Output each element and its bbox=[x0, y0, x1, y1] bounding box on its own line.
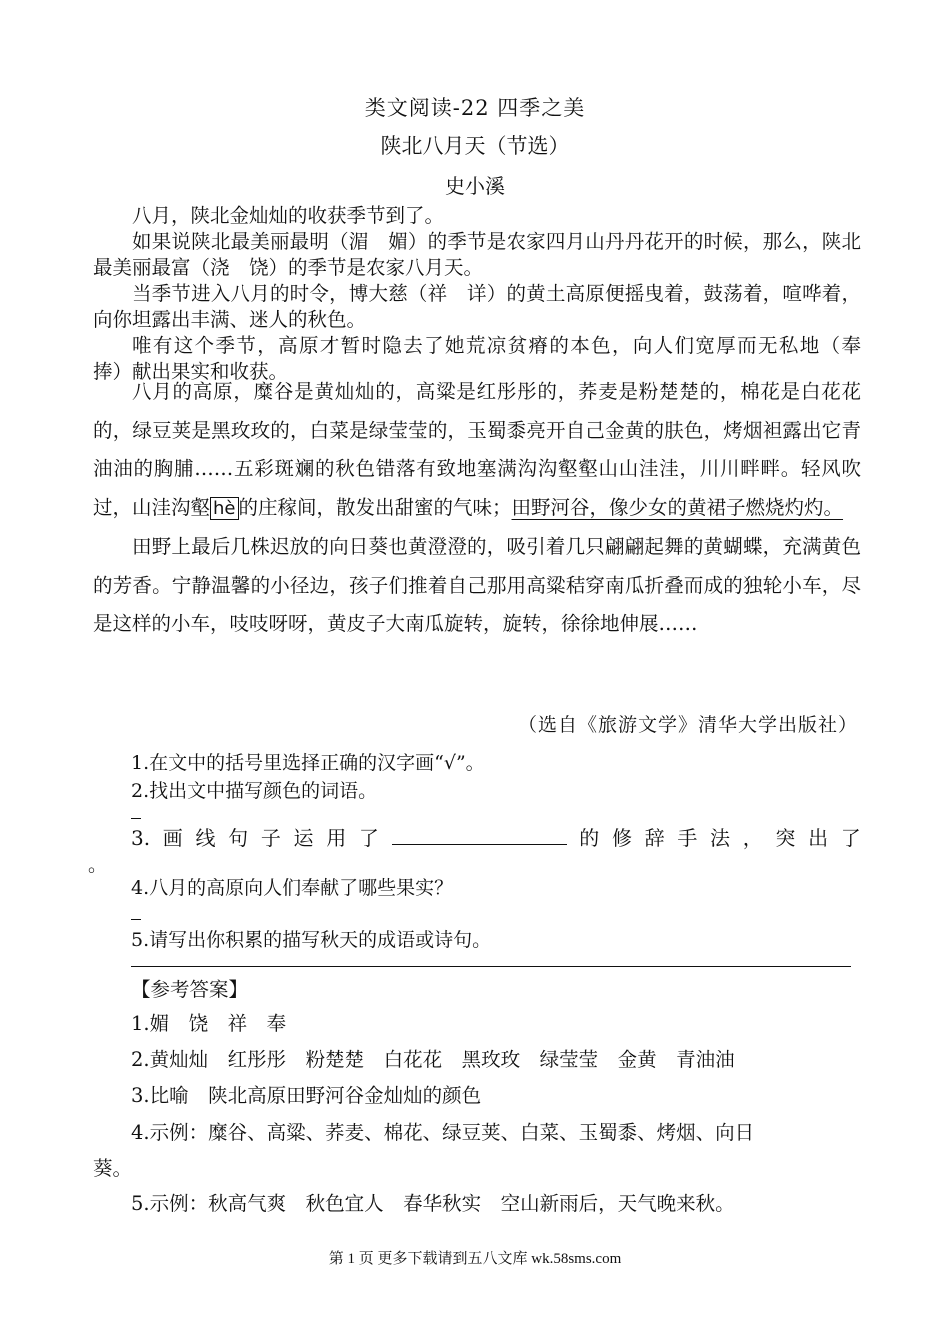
q3-char: 突 bbox=[775, 826, 796, 850]
q3-char: 用 bbox=[326, 826, 347, 850]
q3-char: 了 bbox=[358, 826, 379, 850]
page-footer: 第 1 页 更多下载请到五八文库 wk.58sms.com bbox=[328, 1251, 622, 1267]
paragraph: 如果说陕北最美丽最明（湄 媚）的季节是农家四月山丹丹花开的时候，那么，陕北最美丽最富（浇 饶）的季节是农家八月天。 bbox=[93, 230, 861, 279]
q3-char: 3. bbox=[131, 826, 151, 850]
underlined-sentence: 田野河谷，像少女的黄裙子燃烧灼灼。 bbox=[511, 495, 844, 519]
answer-5: 5.示例：秋高气爽 秋色宜人 春华秋实 空山新雨后，天气晚来秋。 bbox=[131, 1192, 735, 1215]
q3-char: 句 bbox=[228, 826, 249, 850]
q3-char: 线 bbox=[195, 826, 216, 850]
answer-4: 4.示例：糜谷、高粱、荞麦、棉花、绿豆荚、白菜、玉蜀黍、烤烟、向日 bbox=[131, 1121, 755, 1144]
pinyin-annotation: hè bbox=[210, 497, 238, 520]
article-body-top bbox=[93, 203, 881, 385]
q3-char: 画 bbox=[162, 826, 183, 850]
q3-char: 子 bbox=[260, 826, 281, 850]
q3-end-mark: 。 bbox=[88, 854, 108, 876]
q3-char: 修 bbox=[611, 826, 632, 850]
q3-char: 了 bbox=[840, 826, 861, 850]
q3-char: ， bbox=[742, 826, 763, 850]
article-author: 史小溪 bbox=[445, 174, 505, 198]
paragraph-text: 八月的高原，糜谷是黄灿灿的，高粱是红彤彤的，荞麦是粉楚楚的，棉花是白花花的，绿豆荚是黑玫玫的，白菜是绿莹莹的，玉蜀黍亮开自己金黄的肤色，烤烟袒露出它青油油的胸脯……五彩斑斓的秋色错落有致地塞满沟沟壑壑山山洼洼，川川畔畔。轻风吹过，山洼沟壑 bbox=[93, 380, 861, 519]
paragraph: 唯有这个季节，高原才暂时隐去了她荒凉贫瘠的本色，向人们宽厚而无私地（奉 捧）献出果实和收获。 bbox=[93, 334, 881, 383]
divider bbox=[131, 966, 851, 967]
mark-dash bbox=[131, 818, 141, 819]
answer-1: 1.媚 饶 祥 奉 bbox=[131, 1012, 287, 1035]
question-1: 1.在文中的括号里选择正确的汉字画“√”。 bbox=[131, 752, 485, 774]
article-source: （选自《旅游文学》清华大学出版社） bbox=[517, 714, 858, 736]
page-title: 类文阅读-22 四季之美 bbox=[364, 96, 586, 120]
q3-char: 出 bbox=[808, 826, 829, 850]
mark-dash bbox=[131, 919, 141, 920]
answer-blank[interactable] bbox=[392, 826, 567, 845]
q3-char: 辞 bbox=[644, 826, 665, 850]
paragraph: 八月，陕北金灿灿的收获季节到了。 bbox=[132, 204, 445, 227]
question-2: 2.找出文中描写颜色的词语。 bbox=[131, 780, 378, 802]
paragraph: 田野上最后几株迟放的向日葵也黄澄澄的，吸引着几只翩翩起舞的黄蝴蝶，充满黄色的芳香。宁静温馨的小径边，孩子们推着自己那用高粱秸穿南瓜折叠而成的独轮小车，尽是这样的小车，吱吱呀呀，黄皮子大南瓜旋转，旋转，徐徐地伸展…… bbox=[93, 535, 861, 635]
article-title: 陕北八月天（节选） bbox=[380, 134, 570, 158]
answers-heading: 【参考答案】 bbox=[131, 978, 249, 1001]
q3-char: 手 bbox=[677, 826, 698, 850]
question-5: 5.请写出你积累的描写秋天的成语或诗句。 bbox=[131, 929, 492, 951]
q3-char: 的 bbox=[579, 826, 600, 850]
q3-char: 法 bbox=[710, 826, 731, 850]
article-body-bottom bbox=[93, 373, 861, 644]
paragraph-text: 的庄稼间，散发出甜蜜的气味； bbox=[238, 495, 512, 519]
paragraph bbox=[93, 373, 861, 528]
answer-4-continued: 葵。 bbox=[93, 1157, 133, 1180]
answer-3: 3.比喻 陕北高原田野河谷金灿灿的颜色 bbox=[131, 1084, 482, 1107]
answer-2: 2.黄灿灿 红彤彤 粉楚楚 白花花 黑玫玫 绿莹莹 金黄 青油油 bbox=[131, 1048, 735, 1071]
question-3 bbox=[131, 822, 861, 851]
paragraph: 当季节进入八月的时令，博大慈（祥 详）的黄土高原便摇曳着，鼓荡着，喧哗着，向你坦露出丰满、迷人的秋色。 bbox=[93, 282, 861, 331]
question-4: 4.八月的高原向人们奉献了哪些果实？ bbox=[131, 877, 454, 899]
q3-char: 运 bbox=[293, 826, 314, 850]
